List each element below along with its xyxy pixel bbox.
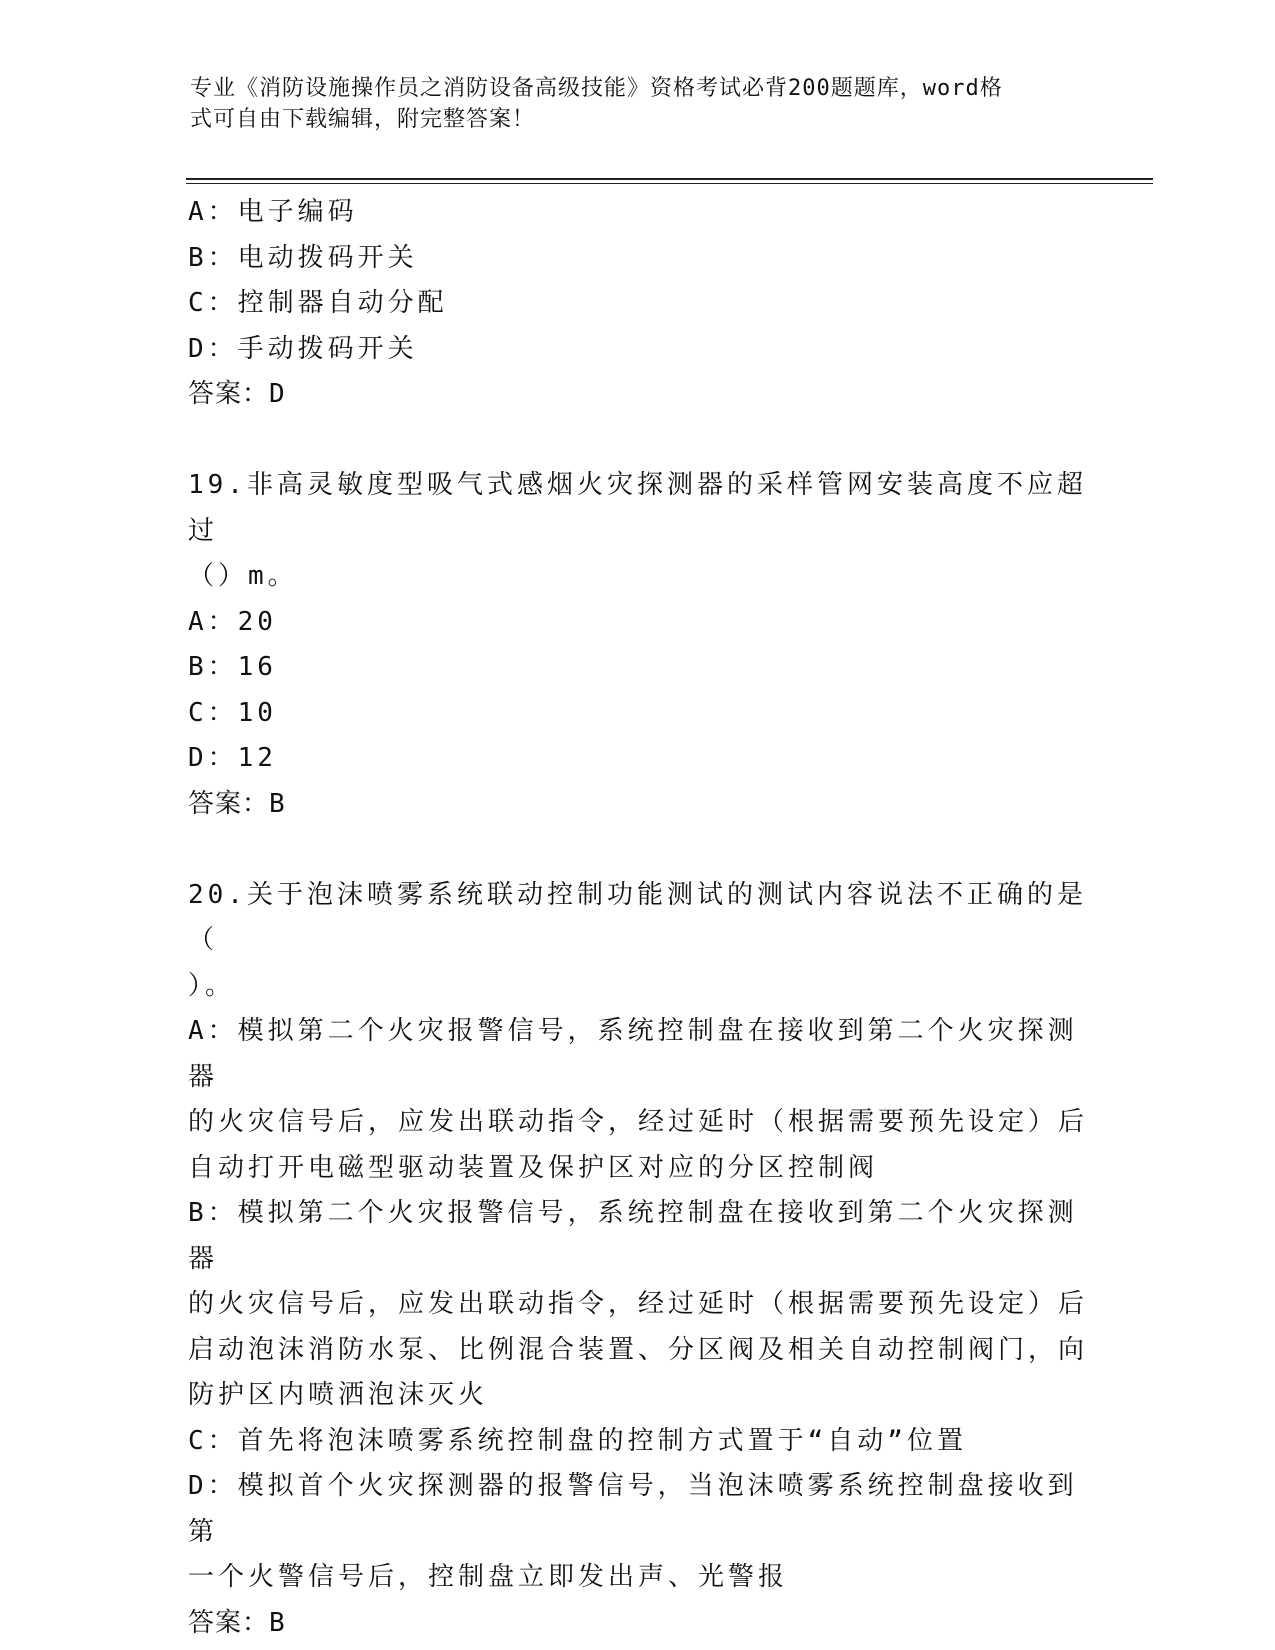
prev-question-answer: 答案：D — [188, 379, 286, 409]
option-c: C：控制器自动分配 — [188, 288, 448, 318]
option-b: B：16 — [188, 652, 277, 682]
question-19-answer: 答案：B — [188, 788, 286, 819]
question-19-stem-line-2: （）m。 — [188, 561, 298, 591]
header-divider-thick — [186, 178, 1153, 180]
option-b-line-3: 启动泡沫消防水泵、比例混合装置、分区阀及相关自动控制阀门，向 — [188, 1334, 1089, 1365]
spacer — [188, 827, 1088, 873]
option-a: A：20 — [188, 606, 277, 637]
option-b-line-2: 的火灾信号后，应发出联动指令，经过延时（根据需要预先设定）后 — [188, 1289, 1089, 1319]
option-b-line-4: 防护区内喷洒泡沫灭火 — [188, 1380, 489, 1410]
spacer — [188, 418, 1088, 464]
option-a-line-1: A：模拟第二个火灾报警信号，系统控制盘在接收到第二个火灾探测器 — [188, 1016, 1078, 1092]
prev-question-options — [188, 190, 1088, 372]
option-a-line-2: 的火灾信号后，应发出联动指令，经过延时（根据需要预先设定）后 — [188, 1107, 1089, 1137]
question-20-stem-line-2: ）。 — [188, 970, 236, 1001]
option-b: B：电动拨码开关 — [188, 242, 418, 273]
option-d: D：手动拨码开关 — [188, 333, 418, 364]
document-header — [190, 73, 1070, 135]
question-19 — [188, 463, 1088, 827]
header-divider-thin — [186, 183, 1153, 184]
option-c-line-1: C：首先将泡沫喷雾系统控制盘的控制方式置于“自动”位置 — [188, 1425, 967, 1456]
question-19-stem-line-1: 19.非高灵敏度型吸气式感烟火灾探测器的采样管网安装高度不应超过 — [188, 470, 1087, 546]
header-line-2: 式可自由下载编辑，附完整答案！ — [190, 107, 536, 132]
option-a: A：电子编码 — [188, 197, 358, 227]
question-20-answer: 答案：B — [188, 1607, 286, 1638]
option-d-line-1: D：模拟首个火灾探测器的报警信号，当泡沫喷雾系统控制盘接收到第 — [188, 1471, 1078, 1547]
option-b-line-1: B：模拟第二个火灾报警信号，系统控制盘在接收到第二个火灾探测器 — [188, 1198, 1078, 1274]
question-20 — [188, 873, 1088, 1647]
question-20-stem-line-1: 20.关于泡沫喷雾系统联动控制功能测试的测试内容说法不正确的是（ — [188, 879, 1087, 955]
header-line-1: 专业《消防设施操作员之消防设备高级技能》资格考试必背200题题库，word格 — [190, 76, 1003, 101]
option-d: D：12 — [188, 743, 277, 773]
question-content — [188, 190, 1088, 1646]
option-d-line-2: 一个火警信号后，控制盘立即发出声、光警报 — [188, 1562, 789, 1592]
option-c: C：10 — [188, 697, 277, 728]
option-a-line-3: 自动打开电磁型驱动装置及保护区对应的分区控制阀 — [188, 1152, 879, 1183]
